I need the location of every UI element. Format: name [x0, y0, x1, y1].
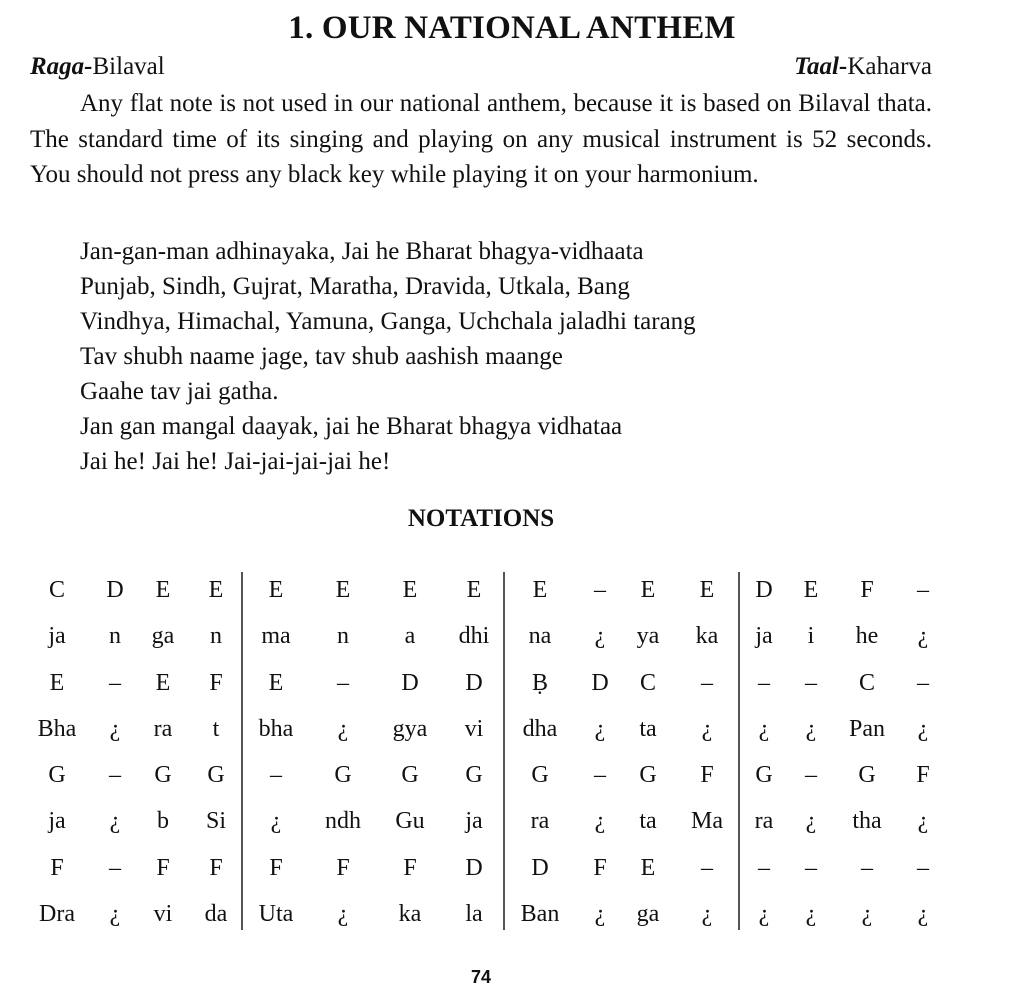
syllable-cell: Gu	[395, 808, 425, 835]
note-cell: C	[48, 577, 65, 603]
syllable-cell: ¿	[805, 901, 817, 928]
lyric-line: Jan-gan-man adhinayaka, Jai he Bharat bhagya-vidhaata	[80, 238, 644, 265]
syllable-cell: ¿	[270, 808, 282, 835]
syllable-cell: ma	[261, 623, 291, 650]
notes-row	[30, 757, 940, 803]
syllable-cell: ra	[153, 715, 173, 742]
note-cell: G	[401, 762, 419, 789]
note-cell: F	[403, 854, 417, 881]
syllable-cell: ¿	[805, 715, 817, 742]
syllable-cell: ja	[48, 808, 66, 835]
note-cell: –	[805, 669, 817, 696]
taal-value: Kaharva	[847, 53, 932, 80]
note-cell: E	[466, 577, 482, 603]
note-cell: –	[917, 854, 929, 881]
syllable-cell: n	[210, 623, 222, 650]
syllable-cell: Ma	[691, 808, 723, 835]
syllable-cell: ¿	[701, 715, 713, 742]
syllable-cell: Bha	[37, 715, 77, 742]
syllable-cell: la	[465, 901, 483, 928]
note-cell: E	[640, 577, 656, 603]
note-cell: –	[917, 577, 929, 603]
note-cell: D	[465, 854, 483, 881]
lyrics-block	[80, 234, 696, 479]
notations-heading: NOTATIONS	[407, 505, 555, 532]
syllable-cell: ka	[695, 623, 719, 650]
syllables-row	[30, 711, 940, 757]
syllables-row	[30, 618, 940, 664]
note-cell: E	[699, 577, 715, 603]
syllable-cell: ¿	[917, 715, 929, 742]
syllable-cell: dha	[522, 715, 558, 742]
note-cell: G	[207, 762, 225, 789]
note-cell: E	[803, 577, 819, 603]
bar-divider	[503, 572, 505, 930]
syllable-cell: vi	[153, 901, 173, 928]
raga-taal-row	[30, 53, 932, 81]
note-cell: G	[48, 762, 66, 789]
note-cell: D	[755, 577, 773, 603]
syllable-cell: ka	[398, 901, 422, 928]
syllable-cell: ¿	[861, 901, 873, 928]
note-cell: F	[593, 854, 607, 881]
note-cell: F	[916, 762, 930, 789]
notes-row	[30, 665, 940, 711]
note-cell: G	[531, 762, 549, 789]
note-cell: D	[465, 669, 483, 696]
syllable-cell: ¿	[337, 901, 349, 928]
bar-divider	[241, 572, 243, 930]
syllable-cell: Pan	[849, 715, 885, 742]
syllable-cell: n	[337, 623, 349, 650]
note-cell: F	[156, 854, 170, 881]
note-cell: E	[402, 577, 418, 603]
syllable-cell: tha	[852, 808, 882, 835]
note-cell: F	[269, 854, 283, 881]
note-cell: –	[758, 669, 770, 696]
syllable-cell: ya	[636, 623, 660, 650]
bar-divider	[738, 572, 740, 930]
note-cell: E	[155, 669, 171, 696]
syllable-cell: ¿	[758, 901, 770, 928]
syllable-cell: t	[212, 715, 220, 742]
note-cell: Ḅ	[531, 669, 548, 696]
syllable-cell: ¿	[917, 808, 929, 835]
page-number: 74	[470, 967, 492, 987]
note-cell: E	[49, 669, 65, 696]
lyric-line: Tav shubh naame jage, tav shub aashish maange	[80, 343, 563, 370]
syllable-cell: ga	[636, 901, 660, 928]
note-cell: –	[270, 762, 282, 789]
syllable-cell: ¿	[109, 715, 121, 742]
note-cell: –	[109, 669, 121, 696]
syllable-cell: ¿	[917, 901, 929, 928]
lyric-line: Punjab, Sindh, Gujrat, Maratha, Dravida, Utkala, Bang	[80, 273, 630, 300]
lyric-line: Jan gan mangal daayak, jai he Bharat bhagya vidhataa	[80, 413, 623, 440]
syllable-cell: b	[157, 808, 169, 835]
note-cell: G	[154, 762, 172, 789]
note-cell: E	[268, 669, 284, 696]
notation-table	[30, 572, 940, 942]
note-cell: –	[861, 854, 873, 881]
note-cell: D	[401, 669, 419, 696]
syllable-cell: Dra	[39, 901, 75, 928]
syllable-cell: n	[109, 623, 121, 650]
note-cell: G	[755, 762, 773, 789]
note-cell: C	[858, 669, 875, 696]
syllable-cell: ja	[755, 623, 773, 650]
syllable-cell: ¿	[594, 901, 606, 928]
raga-value: Bilaval	[92, 53, 165, 80]
syllable-cell: ndh	[325, 808, 361, 835]
syllable-cell: vi	[464, 715, 484, 742]
syllable-cell: na	[528, 623, 552, 650]
syllable-cell: ¿	[917, 623, 929, 650]
syllable-cell: ta	[639, 715, 657, 742]
note-cell: G	[858, 762, 876, 789]
syllable-cell: ¿	[701, 901, 713, 928]
syllable-cell: ¿	[109, 808, 121, 835]
notes-row	[30, 850, 940, 896]
syllable-cell: ¿	[758, 715, 770, 742]
syllables-row	[30, 803, 940, 849]
note-cell: F	[209, 854, 223, 881]
syllable-cell: ja	[48, 623, 66, 650]
note-cell: –	[805, 854, 817, 881]
note-cell: G	[465, 762, 483, 789]
syllable-cell: ¿	[337, 715, 349, 742]
note-cell: –	[758, 854, 770, 881]
lyric-line: Vindhya, Himachal, Yamuna, Ganga, Uchchala jaladhi tarang	[80, 308, 696, 335]
syllable-cell: a	[404, 623, 416, 650]
raga-info	[30, 53, 165, 81]
note-cell: E	[155, 577, 171, 603]
note-cell: F	[700, 762, 714, 789]
taal-label: Taal-	[794, 53, 848, 80]
notes-row	[30, 572, 940, 618]
note-cell: F	[860, 577, 874, 603]
note-cell: D	[531, 854, 549, 881]
note-cell: E	[532, 577, 548, 603]
note-cell: G	[334, 762, 352, 789]
syllables-row	[30, 896, 940, 942]
note-cell: F	[209, 669, 223, 696]
note-cell: F	[50, 854, 64, 881]
note-cell: C	[639, 669, 656, 696]
syllable-cell: dhi	[458, 623, 490, 650]
intro-paragraph: Any flat note is not used in our national anthem, because it is based on Bilaval thata. The standard time of its singing and playing on any musical instrument is 52 seconds. You should not press any black key while playing it on your harmonium.	[30, 90, 932, 188]
note-cell: –	[701, 669, 713, 696]
syllable-cell: ¿	[594, 623, 606, 650]
note-cell: –	[594, 762, 606, 789]
note-cell: –	[594, 577, 606, 603]
syllable-cell: ¿	[109, 901, 121, 928]
note-cell: E	[640, 854, 656, 881]
note-cell: –	[701, 854, 713, 881]
syllable-cell: ¿	[805, 808, 817, 835]
syllable-cell: da	[204, 901, 228, 928]
note-cell: –	[337, 669, 349, 696]
raga-label: Raga-	[30, 53, 93, 80]
syllable-cell: ja	[465, 808, 483, 835]
note-cell: D	[591, 669, 609, 696]
syllable-cell: ¿	[594, 808, 606, 835]
note-cell: –	[109, 854, 121, 881]
syllable-cell: ga	[151, 623, 175, 650]
syllable-cell: Uta	[258, 901, 294, 928]
syllable-cell: i	[807, 623, 815, 650]
syllable-cell: ¿	[594, 715, 606, 742]
note-cell: D	[106, 577, 124, 603]
syllable-cell: Ban	[520, 901, 560, 928]
note-cell: F	[336, 854, 350, 881]
taal-info	[794, 53, 932, 81]
lyric-line: Gaahe tav jai gatha.	[80, 378, 279, 405]
chapter-title: 1. OUR NATIONAL ANTHEM	[288, 10, 736, 46]
syllable-cell: ra	[530, 808, 550, 835]
syllable-cell: gya	[392, 715, 428, 742]
syllable-cell: ra	[754, 808, 774, 835]
syllable-cell: ta	[639, 808, 657, 835]
note-cell: –	[109, 762, 121, 789]
note-cell: E	[335, 577, 351, 603]
note-cell: –	[917, 669, 929, 696]
syllable-cell: Si	[205, 808, 226, 835]
lyric-line: Jai he! Jai he! Jai-jai-jai-jai he!	[80, 448, 391, 475]
syllable-cell: bha	[258, 715, 294, 742]
syllable-cell: he	[855, 623, 879, 650]
note-cell: G	[639, 762, 657, 789]
note-cell: E	[208, 577, 224, 603]
note-cell: –	[805, 762, 817, 789]
note-cell: E	[268, 577, 284, 603]
